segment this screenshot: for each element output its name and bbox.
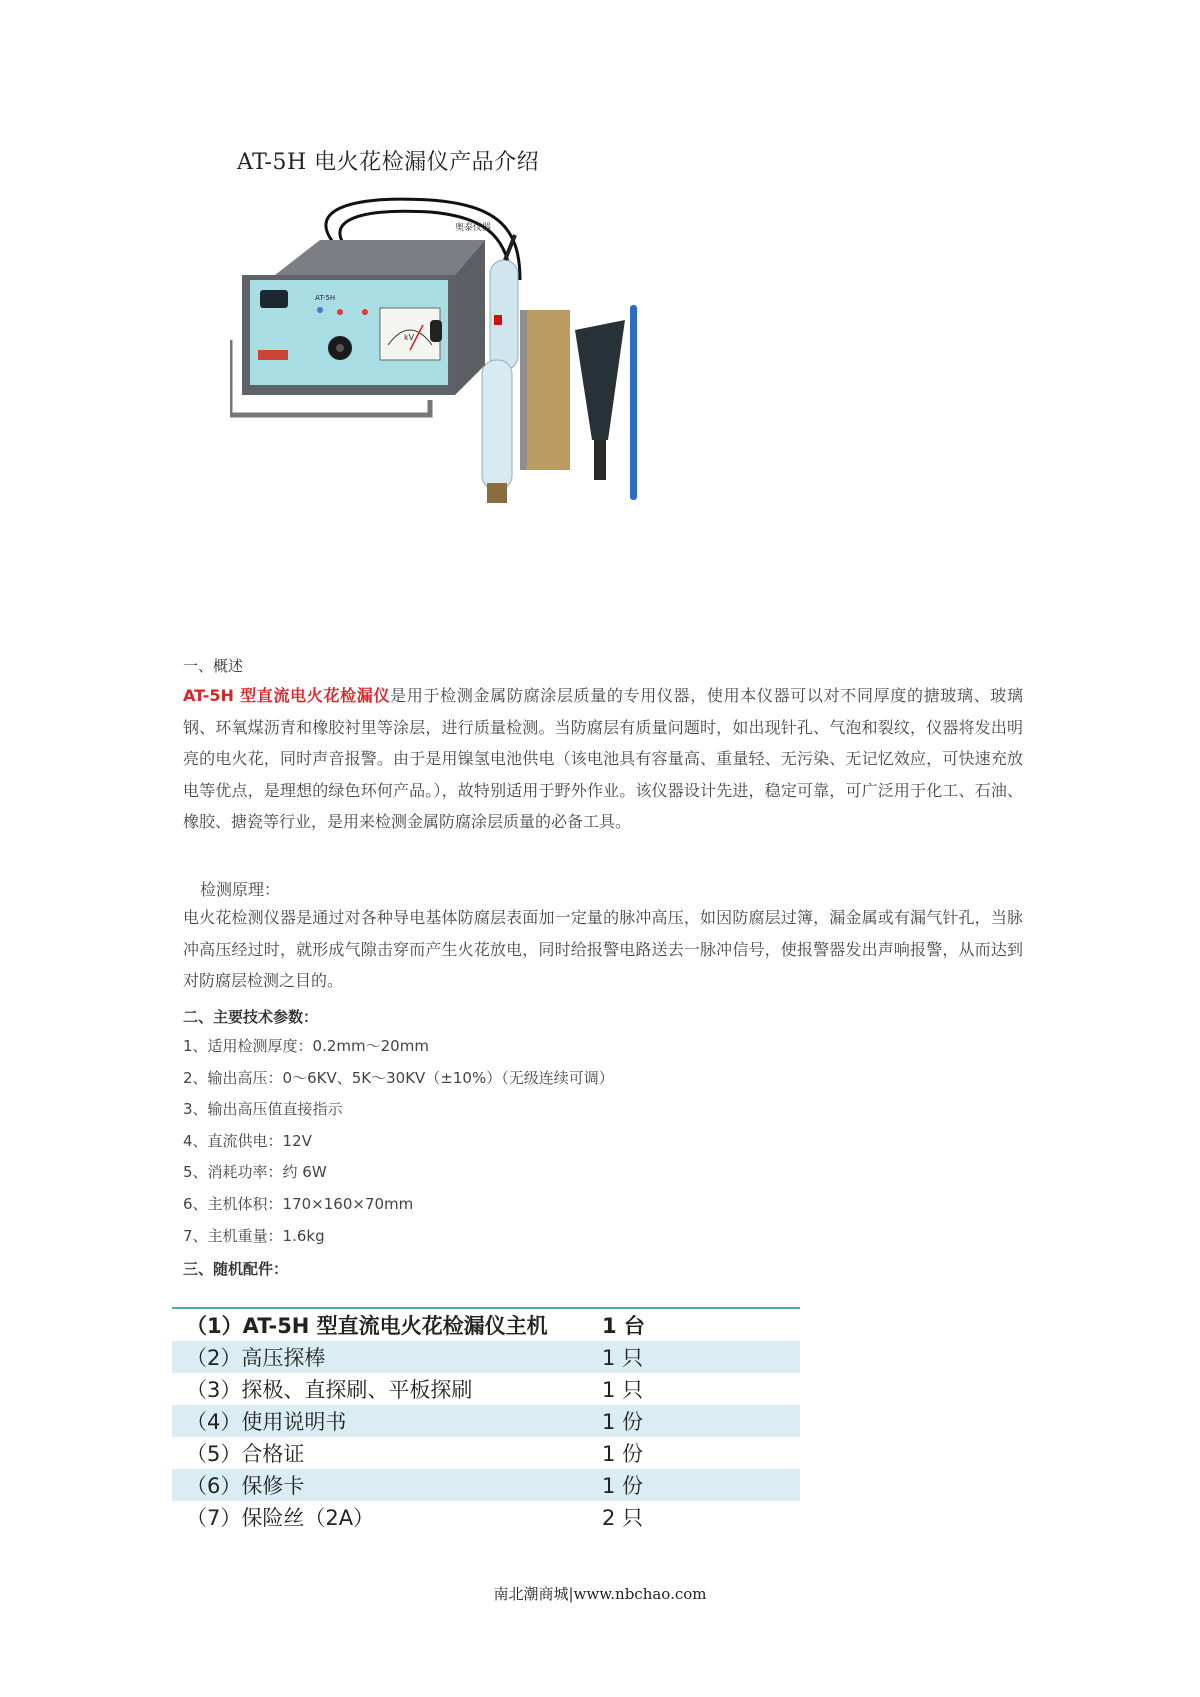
product-photo	[230, 190, 750, 570]
table-row	[172, 1341, 800, 1373]
table-row	[172, 1309, 800, 1341]
accessory-name: （3）探极、直探刷、平板探刷	[186, 1378, 473, 1402]
table-row	[172, 1373, 800, 1405]
principle-paragraph: 电火花检测仪器是通过对各种导电基体防腐层表面加一定量的脉冲高压，如因防腐层过簿，漏金属或有漏气针孔，当脉冲高压经过时，就形成气隙击穿而产生火花放电，同时给报警电路送去一脉冲信号，使报警器发出声响报警，从而达到对防腐层检测之目的。	[183, 908, 1023, 990]
accessories-table	[172, 1307, 800, 1533]
accessory-name: （6）保修卡	[186, 1474, 305, 1498]
accessory-qty: 1 只	[602, 1346, 644, 1370]
table-row	[172, 1437, 800, 1469]
table-row	[172, 1405, 800, 1437]
spec-item: 4、直流供电：12V	[183, 1131, 312, 1150]
table-row	[172, 1501, 800, 1533]
accessory-qty: 1 只	[602, 1378, 644, 1402]
accessory-qty: 1 份	[602, 1474, 644, 1498]
device-model-label: AT-5H	[315, 294, 336, 302]
spec-list	[183, 1031, 614, 1252]
spec-item: 5、消耗功率：约 6W	[183, 1163, 327, 1182]
product-name-highlight: AT-5H 型直流电火花检漏仪	[183, 686, 391, 705]
spark-tester-illustration	[230, 190, 750, 570]
section2-heading: 二、主要技术参数：	[183, 1008, 319, 1026]
accessory-name: （1）AT-5H 型直流电火花检漏仪主机	[186, 1314, 548, 1338]
overview-paragraph	[183, 680, 1023, 838]
accessory-qty: 1 份	[602, 1442, 644, 1466]
accessory-name: （7）保险丝（2A）	[186, 1506, 375, 1530]
accessory-qty: 1 份	[602, 1410, 644, 1434]
accessory-name: （2）高压探棒	[186, 1346, 326, 1370]
spec-item: 6、主机体积：170×160×70mm	[183, 1194, 414, 1213]
accessory-qty: 1 台	[602, 1314, 645, 1338]
spec-item: 1、适用检测厚度：0.2mm～20mm	[183, 1037, 429, 1055]
overview-body: 是用于检测金属防腐涂层质量的专用仪器，使用本仪器可以对不同厚度的搪玻璃、玻璃钢、环氧煤沥青和橡胶衬里等涂层，进行质量检测。当防腐层有质量问题时，如出现针孔、气泡和裂纹，仪器将发出明亮的电火花，同时声音报警。由于是用镍氢电池供电（该电池具有容量高、重量轻、无污染、无记忆效应，可快速充放电等优点，是理想的绿色环何产品。），故特别适用于野外作业。该仪器设计先进，稳定可靠，可广泛用于化工、石油、橡胶、搪瓷等行业，是用来检测金属防腐涂层质量的必备工具。	[183, 686, 1023, 831]
spec-item: 7、主机重量：1.6kg	[183, 1226, 325, 1245]
spec-item: 3、输出高压值直接指示	[183, 1100, 343, 1119]
table-row	[172, 1469, 800, 1501]
accessory-name: （5）合格证	[186, 1442, 305, 1466]
footer-link[interactable]: 南北潮商城|www.nbchao.com	[493, 1585, 707, 1603]
meter-unit-label: kV	[404, 333, 415, 342]
brand-label: 奥泰仪器	[455, 223, 492, 233]
spec-item: 2、输出高压：0～6KV、5K～30KV（±10%）（无级连续可调）	[183, 1068, 614, 1087]
principle-heading: 检测原理：	[200, 880, 281, 899]
section1-heading: 一、概述	[183, 657, 244, 675]
section3-heading: 三、随机配件：	[183, 1260, 289, 1278]
page-title: AT-5H 电火花检漏仪产品介绍	[237, 150, 540, 175]
accessory-name: （4）使用说明书	[186, 1410, 347, 1434]
accessory-qty: 2 只	[602, 1506, 644, 1530]
